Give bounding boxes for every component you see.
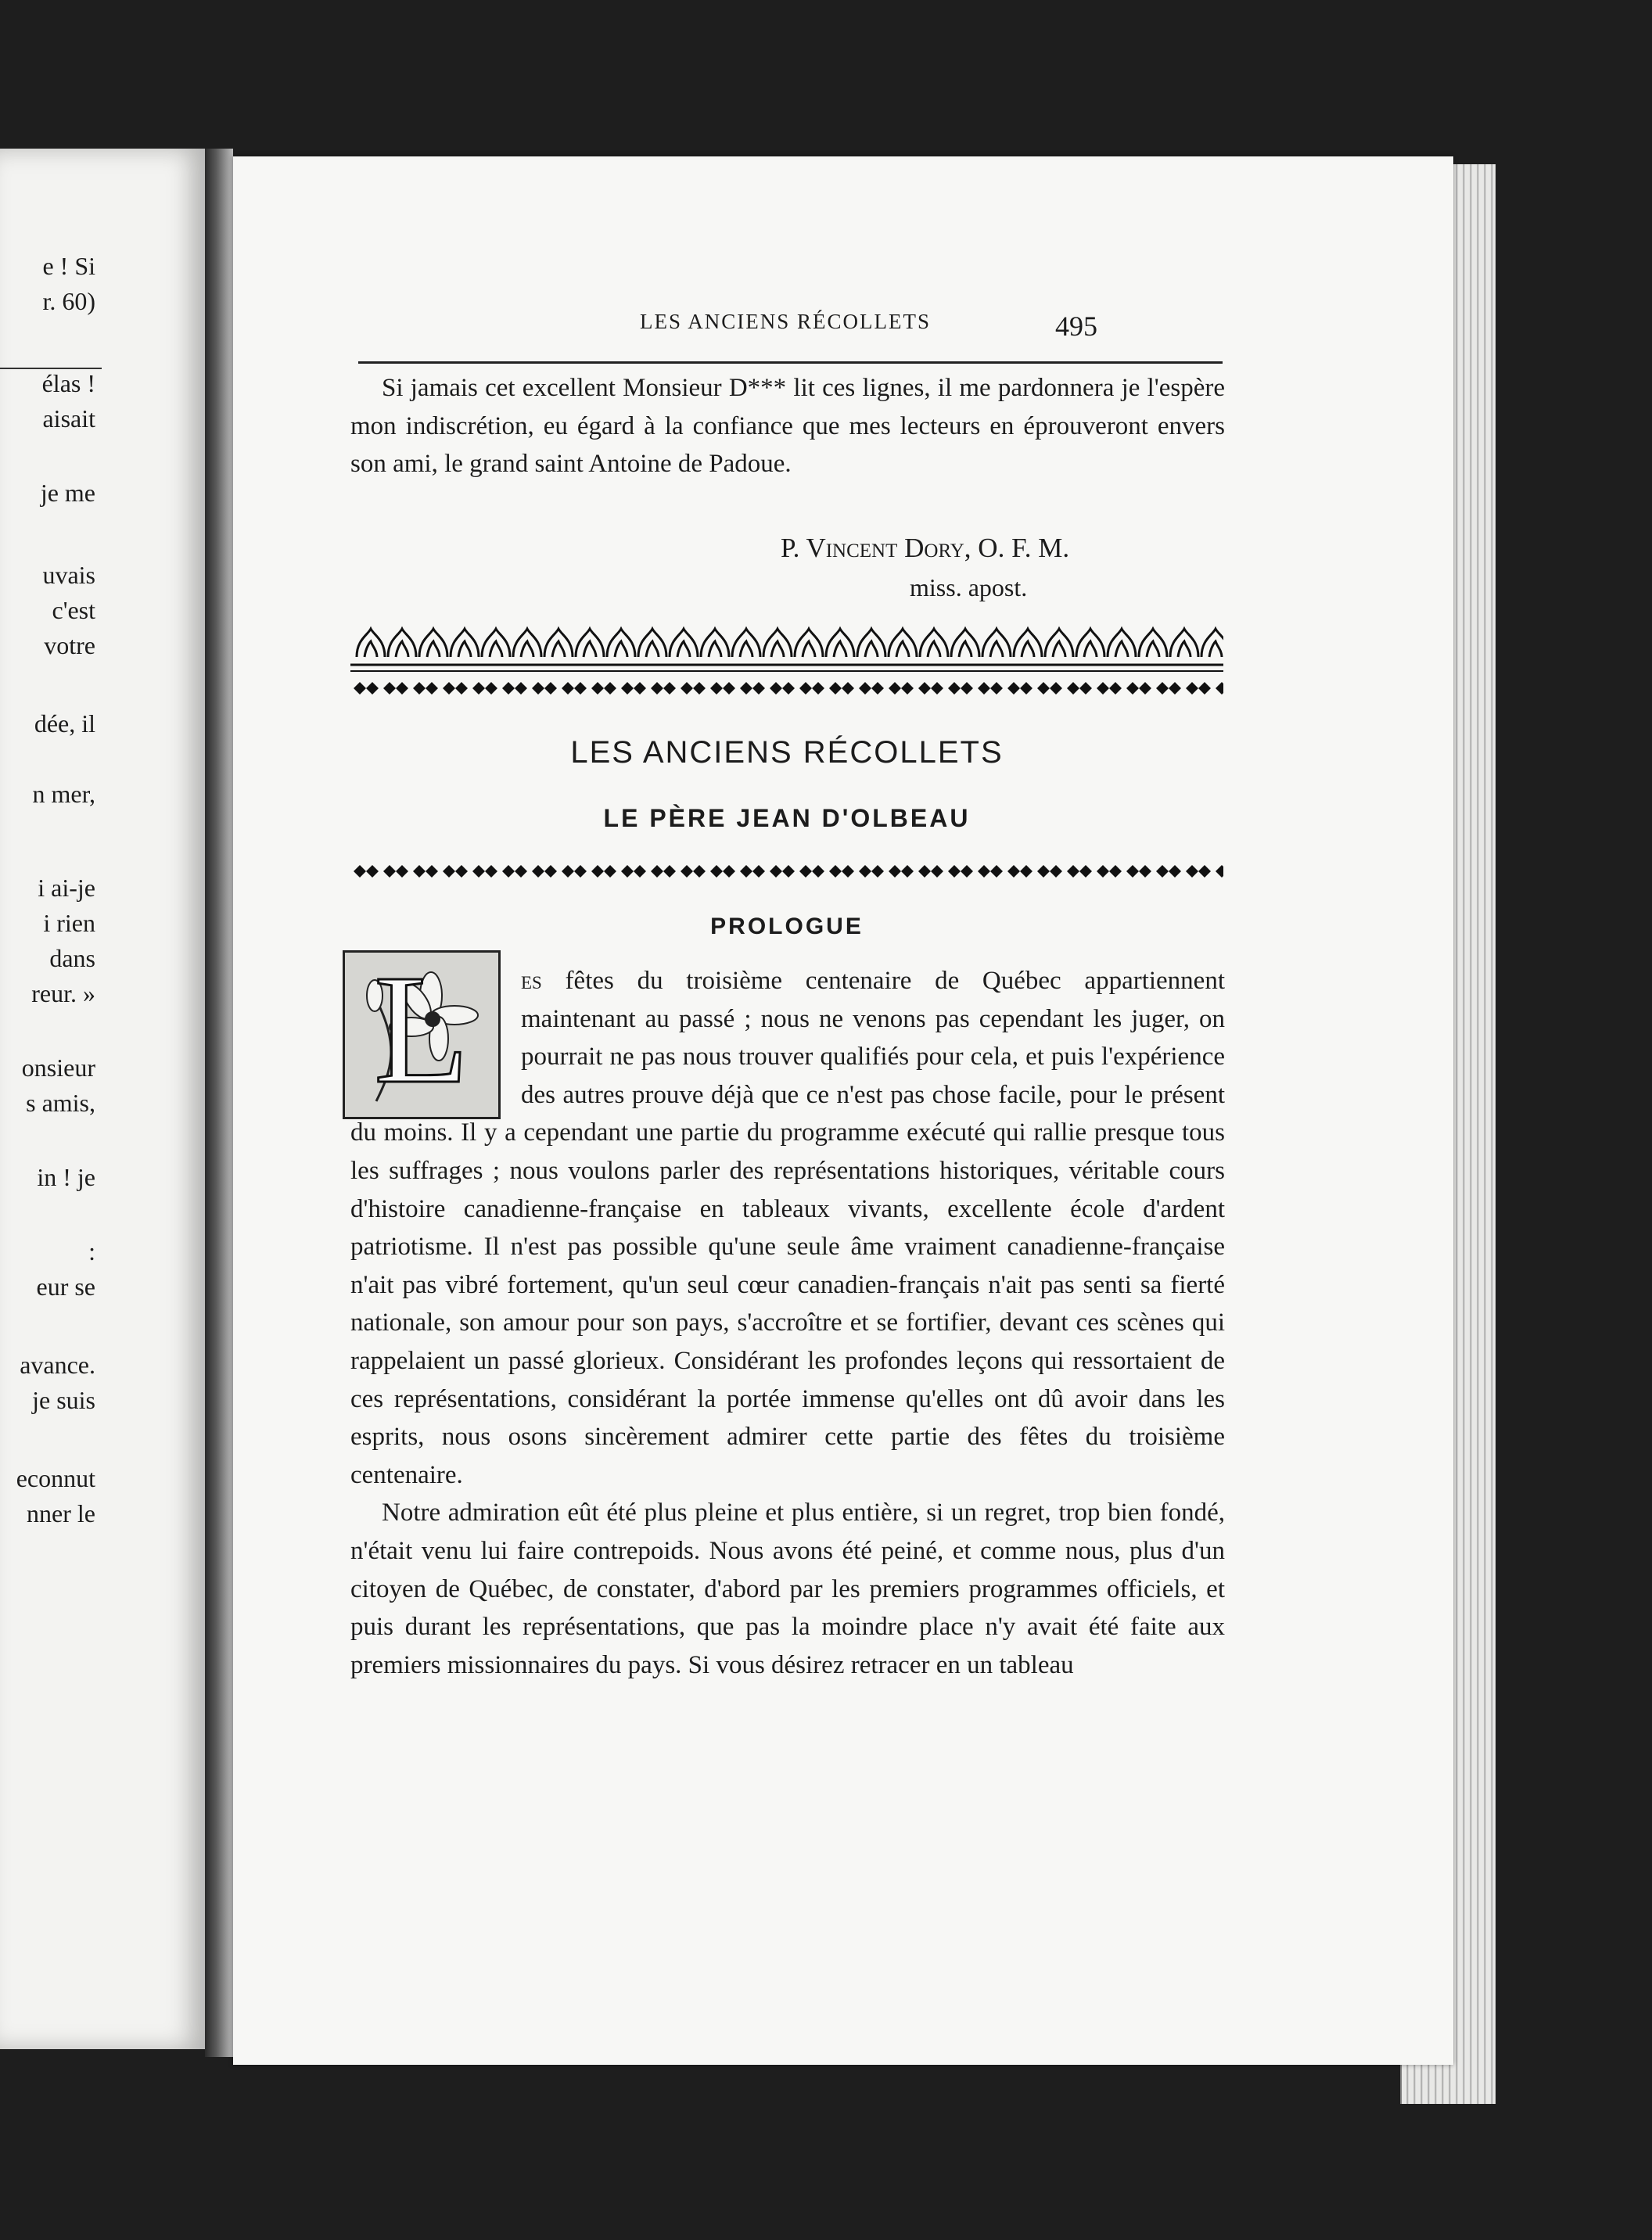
cross-motif xyxy=(799,865,824,878)
cross-motif xyxy=(889,865,914,878)
leaf-motif xyxy=(889,629,917,657)
cross-motif xyxy=(1186,865,1211,878)
prologue-paragraph-1-text: fêtes du troisième centenaire de Québec appartiennent maintenant au passé ; nous ne venons pas cependant les juger, on pourrait ne pas nous trouver qualifiés pour cela, et puis l'expérience des autres prouve déjà que ce n'est pas chose facile, pour le présent du moins. Il y a cependant une partie du programme exécuté qui rallie presque tous les suffrages ; nous voulons parler des représentations historiques, véritable cours d'histoire canadienne-française en tableaux vivants, excellente école d'ardent patriotisme. Il n'est pas possible qu'une seule âme vraiment canadienne-française n'ait pas vibré fortement, qu'un seul cœur canadien-français n'ait pas senti sa fierté nationale, son amour pour son pays, s'accroître et se fortifier, devant ces scènes qui rappelaient un passé glorieux. Considérant les profondes leçons qui ressortaient de ces représentations, considérant la portée immense qu'elles ont dû avoir dans les esprits, nous osons sincèrement admirer cette partie des fêtes du troisième centenaire. xyxy=(350,967,1225,1489)
signature xyxy=(781,529,1069,607)
leaf-motif xyxy=(732,629,760,657)
cross-motif xyxy=(591,682,616,695)
cross-motif xyxy=(1037,682,1062,695)
left-page-line: nner le xyxy=(27,1499,95,1527)
opening-paragraph-block xyxy=(350,369,1225,483)
cross-motif xyxy=(740,865,765,878)
leaf-motif xyxy=(951,629,979,657)
left-page-line: : xyxy=(88,1237,95,1265)
cross-motif xyxy=(502,682,527,695)
leaf-motif xyxy=(357,629,385,657)
leaf-motif xyxy=(982,629,1011,657)
page-number: 495 xyxy=(1055,311,1097,342)
cross-motif xyxy=(1126,865,1151,878)
cross-motif xyxy=(472,865,497,878)
cross-motif xyxy=(829,682,854,695)
cross-motif xyxy=(1216,865,1223,878)
leaf-motif xyxy=(1201,629,1223,657)
cross-motif xyxy=(1037,865,1062,878)
left-page-line: dée, il xyxy=(34,709,95,738)
cross-motif xyxy=(443,682,468,695)
divider-ornament-icon xyxy=(350,860,1223,884)
left-page-line: e ! Si xyxy=(42,252,95,280)
cross-motif xyxy=(1067,865,1092,878)
left-page-line: in ! je xyxy=(37,1163,95,1191)
left-page-line: votre xyxy=(44,631,95,659)
cross-motif xyxy=(978,865,1003,878)
leaf-motif xyxy=(795,629,823,657)
left-page-line: uvais xyxy=(42,561,95,589)
leaf-motif xyxy=(513,629,541,657)
cross-motif xyxy=(918,682,943,695)
leaf-motif xyxy=(1045,629,1073,657)
cross-motif xyxy=(859,865,884,878)
leaf-motif xyxy=(576,629,604,657)
cross-motif xyxy=(562,682,587,695)
cross-motif xyxy=(1126,682,1151,695)
opening-paragraph: Si jamais cet excellent Monsieur D*** lit ces lignes, il me pardonnera je l'espère mon indiscrétion, eu égard à la confiance que mes lecteurs en éprouveront envers son ami, le grand saint Antoine de Padoue. xyxy=(350,374,1225,479)
left-page-line: dans xyxy=(49,944,95,972)
cross-motif xyxy=(740,682,765,695)
cross-motif xyxy=(829,865,854,878)
leaf-motif xyxy=(1108,629,1136,657)
cross-motif xyxy=(1097,682,1122,695)
right-page xyxy=(233,156,1453,2065)
left-page-line: i ai-je xyxy=(38,874,95,902)
article-subtitle: LE PÈRE JEAN D'OLBEAU xyxy=(603,804,971,832)
article-title: LES ANCIENS RÉCOLLETS xyxy=(570,735,1004,770)
signature-name: P. Vincent Dory, O. F. M. xyxy=(781,533,1070,563)
cross-motif xyxy=(354,865,379,878)
leaf-motif xyxy=(1076,629,1104,657)
left-page-line: onsieur xyxy=(21,1054,95,1082)
leaf-motif xyxy=(419,629,447,657)
prologue-paragraph-2: Notre admiration eût été plus pleine et plus entière, si un regret, trop bien fondé, n'était venu lui faire contrepoids. Nous avons été peiné, et comme nous, plus d'un citoyen de Québec, de constater, d'abord par les premiers programmes officiels, et puis durant les représentations, que pas la moindre place n'y avait été faite aux premiers missionnaires du pays. Si vous désirez retracer en un tableau xyxy=(350,1499,1225,1679)
running-head: LES ANCIENS RÉCOLLETS xyxy=(640,310,932,333)
prologue-text xyxy=(350,962,1225,1684)
left-page-line: i rien xyxy=(43,909,95,937)
cross-motif xyxy=(1007,682,1032,695)
left-page-line: c'est xyxy=(52,596,95,624)
cross-motif xyxy=(681,865,706,878)
cross-motif xyxy=(1067,682,1092,695)
left-page-line: n mer, xyxy=(32,780,95,808)
cross-motif xyxy=(383,682,408,695)
book-gutter xyxy=(205,149,233,2057)
cross-motif xyxy=(770,682,795,695)
signature-role: miss. apost. xyxy=(910,573,1028,601)
leaf-motif xyxy=(544,629,573,657)
ornament-band-icon xyxy=(350,624,1223,702)
cross-motif xyxy=(443,865,468,878)
left-page xyxy=(0,149,205,2049)
cross-motif xyxy=(889,682,914,695)
cross-motif xyxy=(1186,682,1211,695)
cross-motif xyxy=(1097,865,1122,878)
leaf-motif xyxy=(1139,629,1167,657)
leaf-motif xyxy=(1014,629,1042,657)
cross-motif xyxy=(413,682,438,695)
cross-motif xyxy=(413,865,438,878)
left-page-line: r. 60) xyxy=(42,287,95,315)
left-page-line: élas ! xyxy=(41,369,95,397)
leaf-motif xyxy=(826,629,854,657)
leaf-motif xyxy=(920,629,948,657)
cross-motif xyxy=(710,865,735,878)
cross-motif xyxy=(651,682,676,695)
leaf-motif xyxy=(388,629,416,657)
cross-motif xyxy=(710,682,735,695)
cross-motif xyxy=(562,865,587,878)
leaf-motif xyxy=(1170,629,1198,657)
leaf-motif xyxy=(638,629,666,657)
cross-motif xyxy=(948,865,973,878)
left-page-line: s amis, xyxy=(26,1089,95,1117)
leaf-motif xyxy=(482,629,510,657)
left-page-line: aisait xyxy=(42,404,95,433)
small-caps-lead: es xyxy=(521,967,542,995)
left-page-line: avance. xyxy=(20,1351,95,1379)
cross-motif xyxy=(621,865,646,878)
leaf-motif xyxy=(607,629,635,657)
cross-motif xyxy=(1156,682,1181,695)
cross-motif xyxy=(799,682,824,695)
cross-motif xyxy=(621,682,646,695)
cross-motif xyxy=(651,865,676,878)
leaf-motif xyxy=(701,629,729,657)
cross-motif xyxy=(383,865,408,878)
cross-motif xyxy=(1156,865,1181,878)
cross-motif xyxy=(681,682,706,695)
cross-motif xyxy=(978,682,1003,695)
cross-motif xyxy=(948,682,973,695)
cross-motif xyxy=(472,682,497,695)
cross-motif xyxy=(354,682,379,695)
cross-motif xyxy=(859,682,884,695)
cross-motif xyxy=(770,865,795,878)
left-page-line: je suis xyxy=(32,1386,95,1414)
cross-motif xyxy=(591,865,616,878)
cross-motif xyxy=(502,865,527,878)
left-page-line: econnut xyxy=(16,1464,95,1492)
prologue-heading: PROLOGUE xyxy=(710,914,864,939)
leaf-motif xyxy=(670,629,698,657)
leaf-motif xyxy=(857,629,885,657)
left-page-line: reur. » xyxy=(31,979,95,1007)
cross-motif xyxy=(918,865,943,878)
cross-motif xyxy=(1007,865,1032,878)
cross-motif xyxy=(532,865,557,878)
left-page-line: eur se xyxy=(36,1273,95,1301)
header-rule xyxy=(358,361,1223,364)
cross-motif xyxy=(532,682,557,695)
leaf-motif xyxy=(763,629,792,657)
cross-motif xyxy=(1216,682,1223,695)
leaf-motif xyxy=(451,629,479,657)
drop-cap-letter: L xyxy=(373,943,470,1116)
drop-cap-spacer xyxy=(350,962,521,1114)
left-page-line: je me xyxy=(40,479,95,507)
